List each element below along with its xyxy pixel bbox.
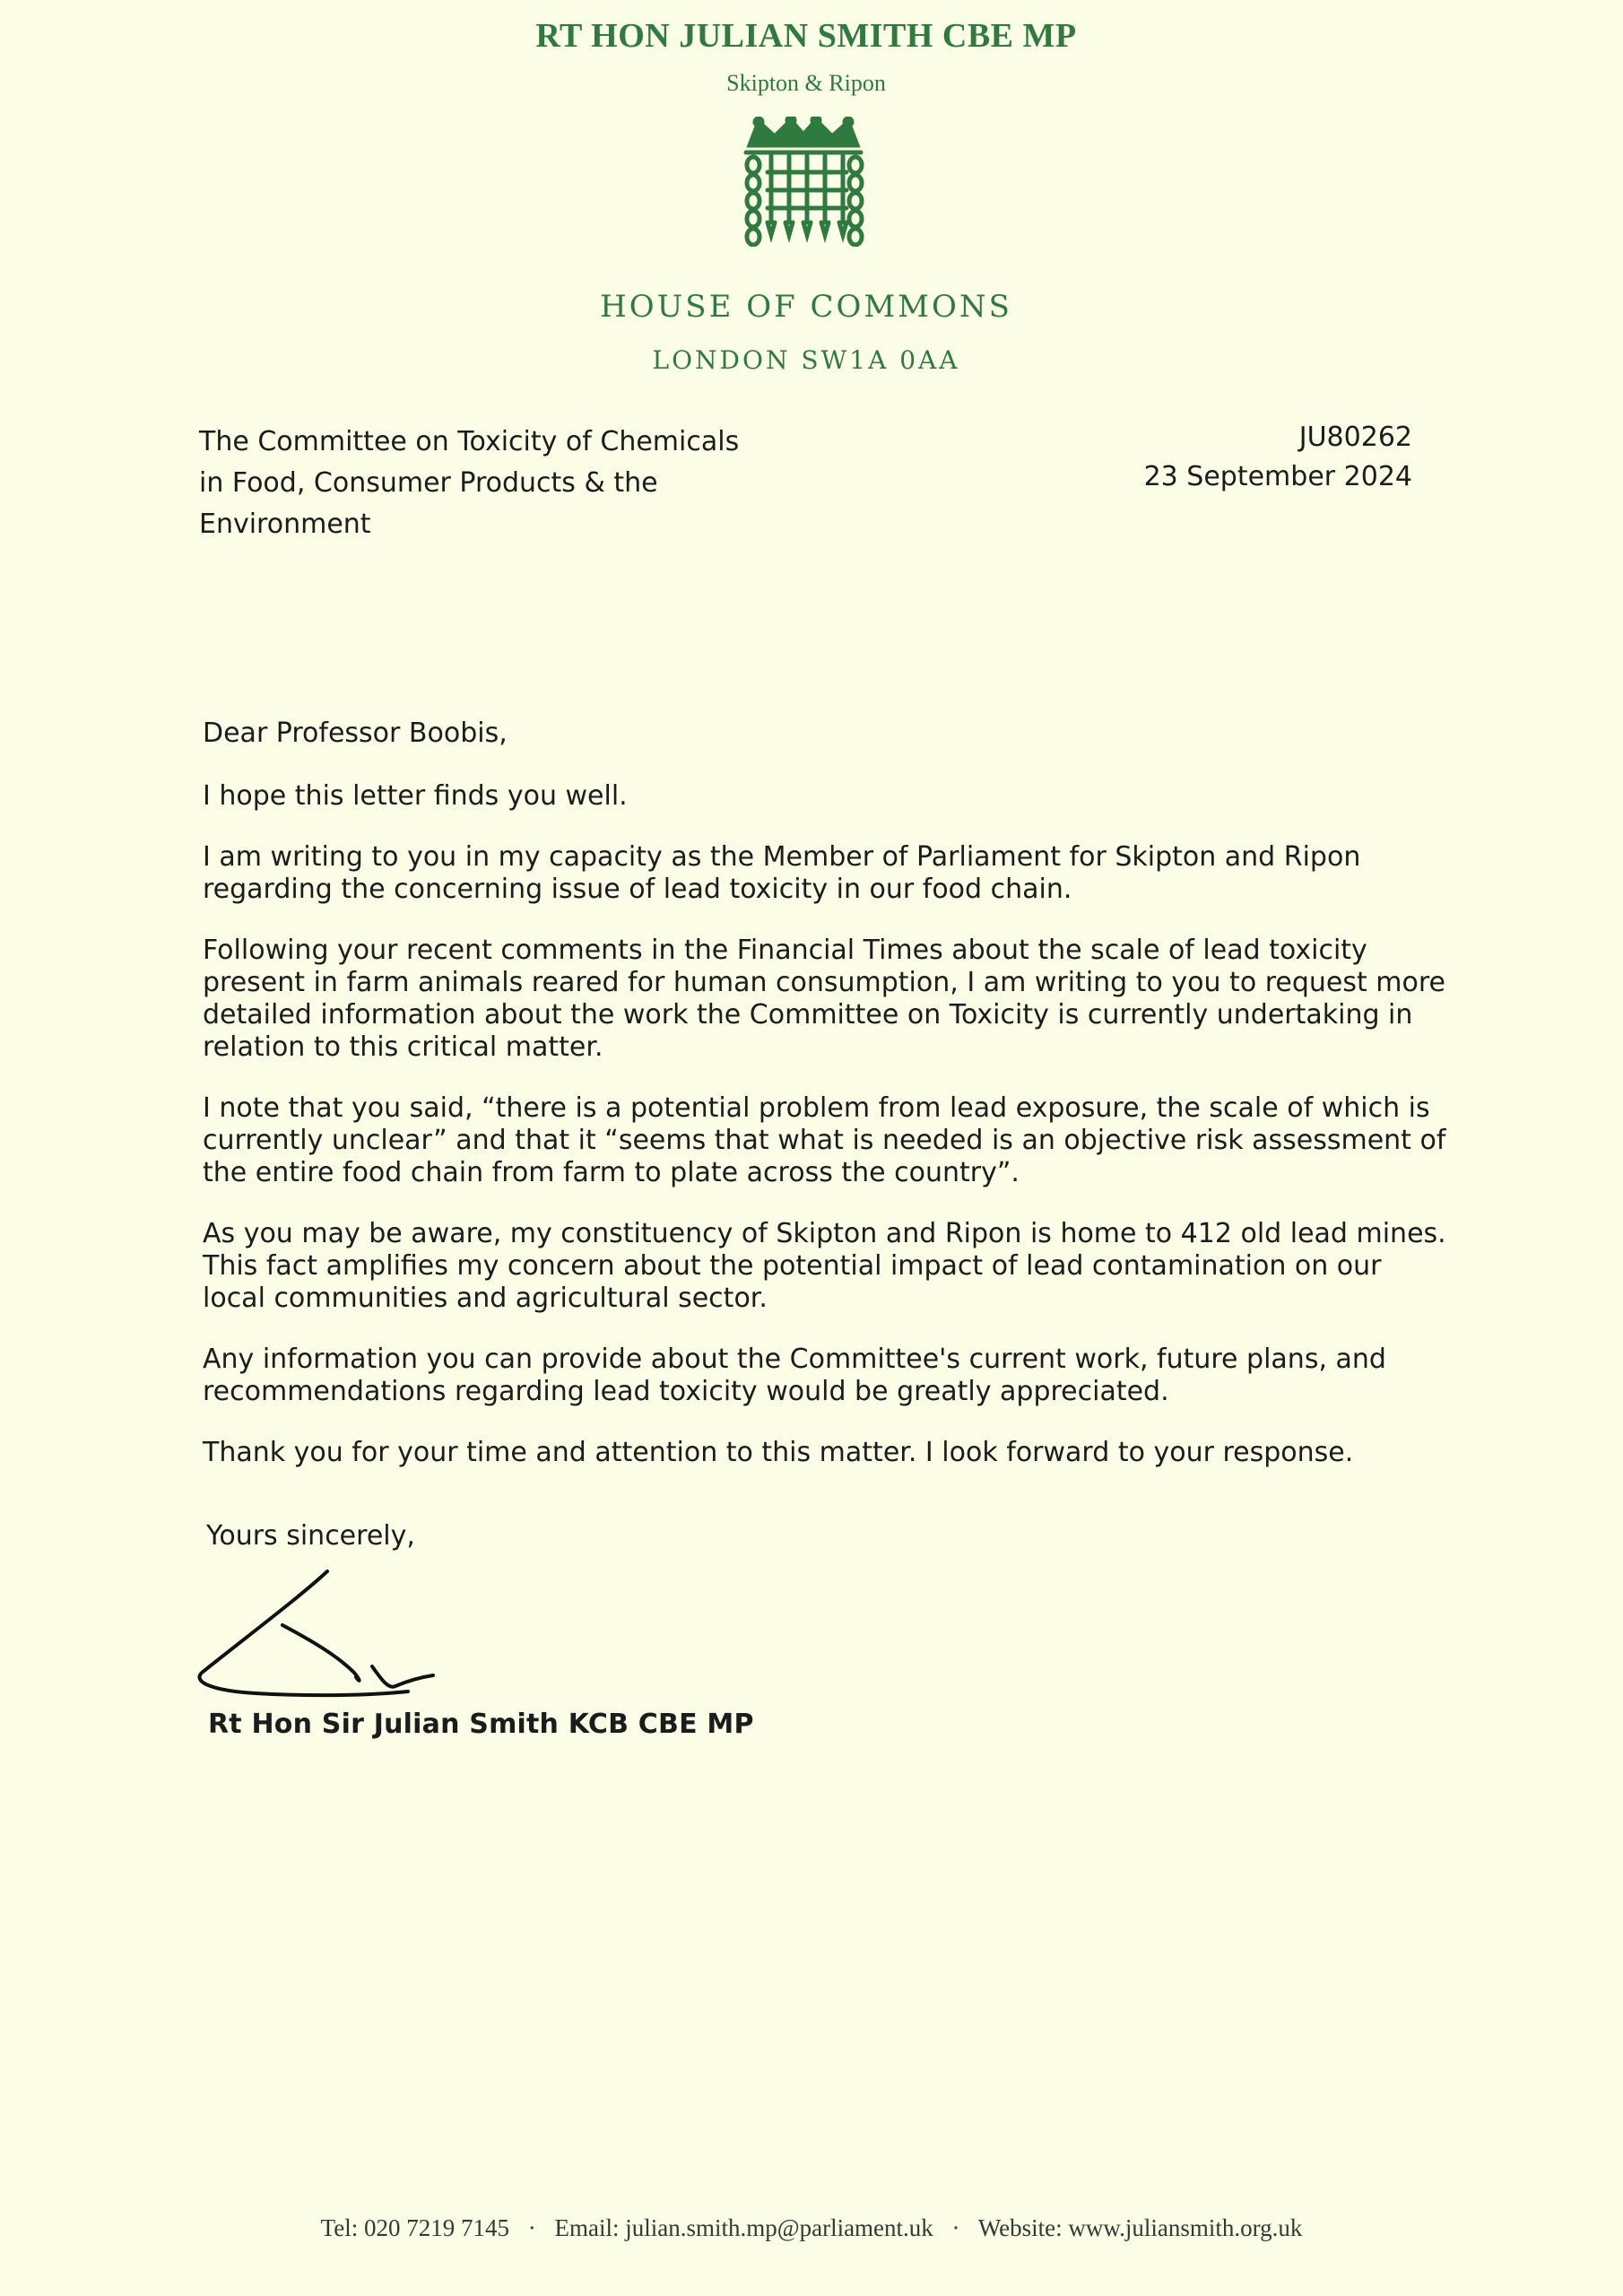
signature-image (193, 1570, 507, 1718)
house-address: LONDON SW1A 0AA (652, 345, 960, 375)
letter-body (203, 718, 1449, 1498)
footer-website[interactable]: Website: www.juliansmith.org.uk (977, 2214, 1303, 2241)
body-paragraph: I am writing to you in my capacity as the Member of Parliament for Skipton and Ripon regarding the concerning issue of lead toxicity in our food chain. (203, 841, 1361, 905)
body-paragraph: Thank you for your time and attention to this matter. I look forward to your response. (203, 1437, 1354, 1468)
footer-email[interactable]: Email: julian.smith.mp@parliament.uk (554, 2214, 933, 2241)
reference-block (1144, 418, 1412, 497)
body-paragraph: I hope this letter finds you well. (203, 780, 628, 812)
constituency: Skipton & Ripon (726, 70, 886, 96)
reference-code: JU80262 (1298, 422, 1412, 453)
body-paragraph: As you may be aware, my constituency of Skipton and Ripon is home to 412 old lead mines. This fact amplifies my concern about the potential impact of lead contamination on our local communities and agricultural sector. (203, 1218, 1446, 1314)
footer-contact (0, 2214, 1623, 2242)
recipient-line: Environment (199, 509, 371, 540)
recipient-address (199, 422, 845, 545)
body-paragraph: Following your recent comments in the Financial Times about the scale of lead toxicity present in farm animals reared for human consumption, I am writing to you to request more detailed information about the work the Committee on Toxicity is currently undertaking in relation to this critical matter. (203, 935, 1445, 1063)
mp-name: RT HON JULIAN SMITH CBE MP (535, 17, 1077, 55)
recipient-line: The Committee on Toxicity of Chemicals (199, 426, 740, 457)
body-paragraph: Any information you can provide about the Committee's current work, future plans, and recommendations regarding lead toxicity would be greatly appreciated. (203, 1344, 1386, 1407)
portcullis-icon (741, 117, 866, 247)
letter-date: 23 September 2024 (1143, 461, 1412, 492)
house-of-commons: HOUSE OF COMMONS (600, 289, 1012, 325)
salutation: Dear Professor Boobis, (203, 718, 508, 749)
signatory-name: Rt Hon Sir Julian Smith KCB CBE MP (208, 1709, 754, 1740)
recipient-line: in Food, Consumer Products & the (199, 467, 658, 499)
footer-separator: · (527, 2214, 536, 2241)
footer-separator: · (951, 2214, 960, 2241)
footer-telephone: Tel: 020 7219 7145 (320, 2214, 509, 2241)
closing: Yours sincerely, (206, 1520, 415, 1552)
body-paragraph: I note that you said, “there is a potential problem from lead exposure, the scale of which is currently unclear” and that it “seems that what is needed is an objective risk assessment of the entire food chain from farm to plate across the country”. (203, 1092, 1446, 1188)
